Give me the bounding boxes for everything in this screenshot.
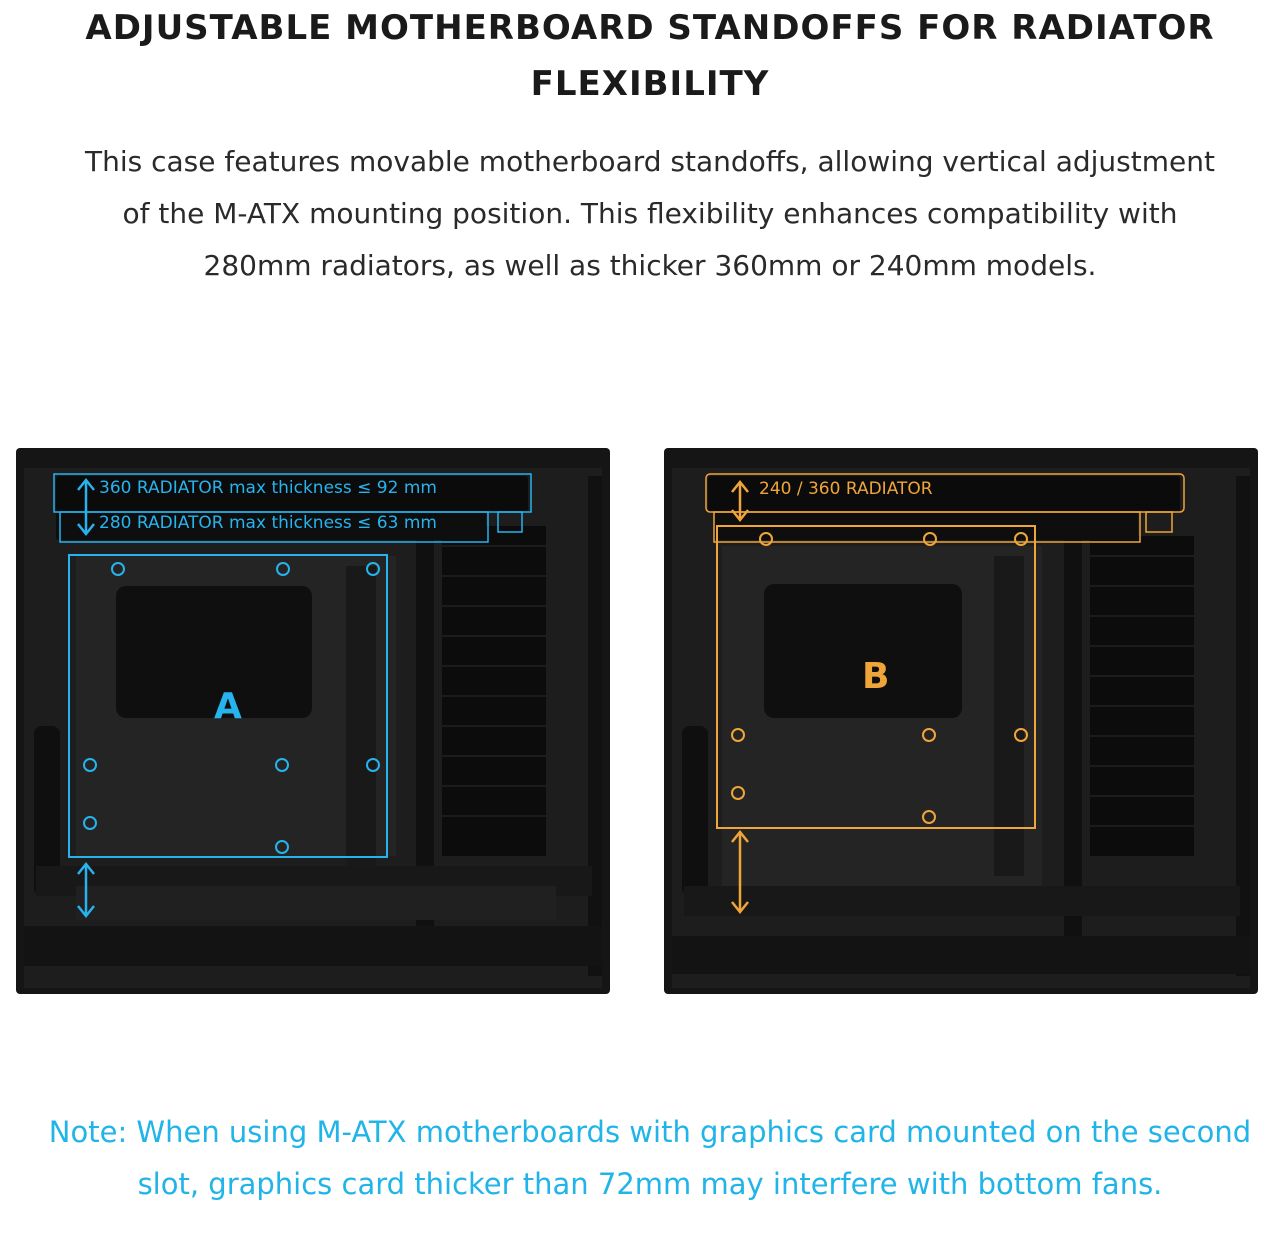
page-heading: ADJUSTABLE MOTHERBOARD STANDOFFS FOR RADIATOR FLEXIBILITY	[85, 8, 1215, 104]
radiator-360-thickness-label: 360 RADIATOR max thickness ≤ 92 mm	[99, 478, 437, 498]
case-diagram-position-b	[664, 446, 1258, 996]
compatibility-note: Note: When using M-ATX motherboards with graphics card mounted on the second slot, graphics card thicker than 72mm may interfere with bottom fans.	[48, 1115, 1252, 1201]
case-diagram-position-a	[16, 446, 610, 996]
radiator-240-360-label: 240 / 360 RADIATOR	[759, 479, 933, 499]
radiator-280-thickness-label: 280 RADIATOR max thickness ≤ 63 mm	[99, 513, 437, 533]
feature-description: This case features movable motherboard standoffs, allowing vertical adjustment of the M-ATX mounting position. This flexibility enhances compatibility with 280mm radiators, as well as thicker 360mm or 240mm models.	[85, 145, 1215, 282]
position-a-label: A	[214, 686, 242, 727]
position-b-label: B	[862, 656, 890, 697]
case-b-illustration	[664, 446, 1258, 996]
